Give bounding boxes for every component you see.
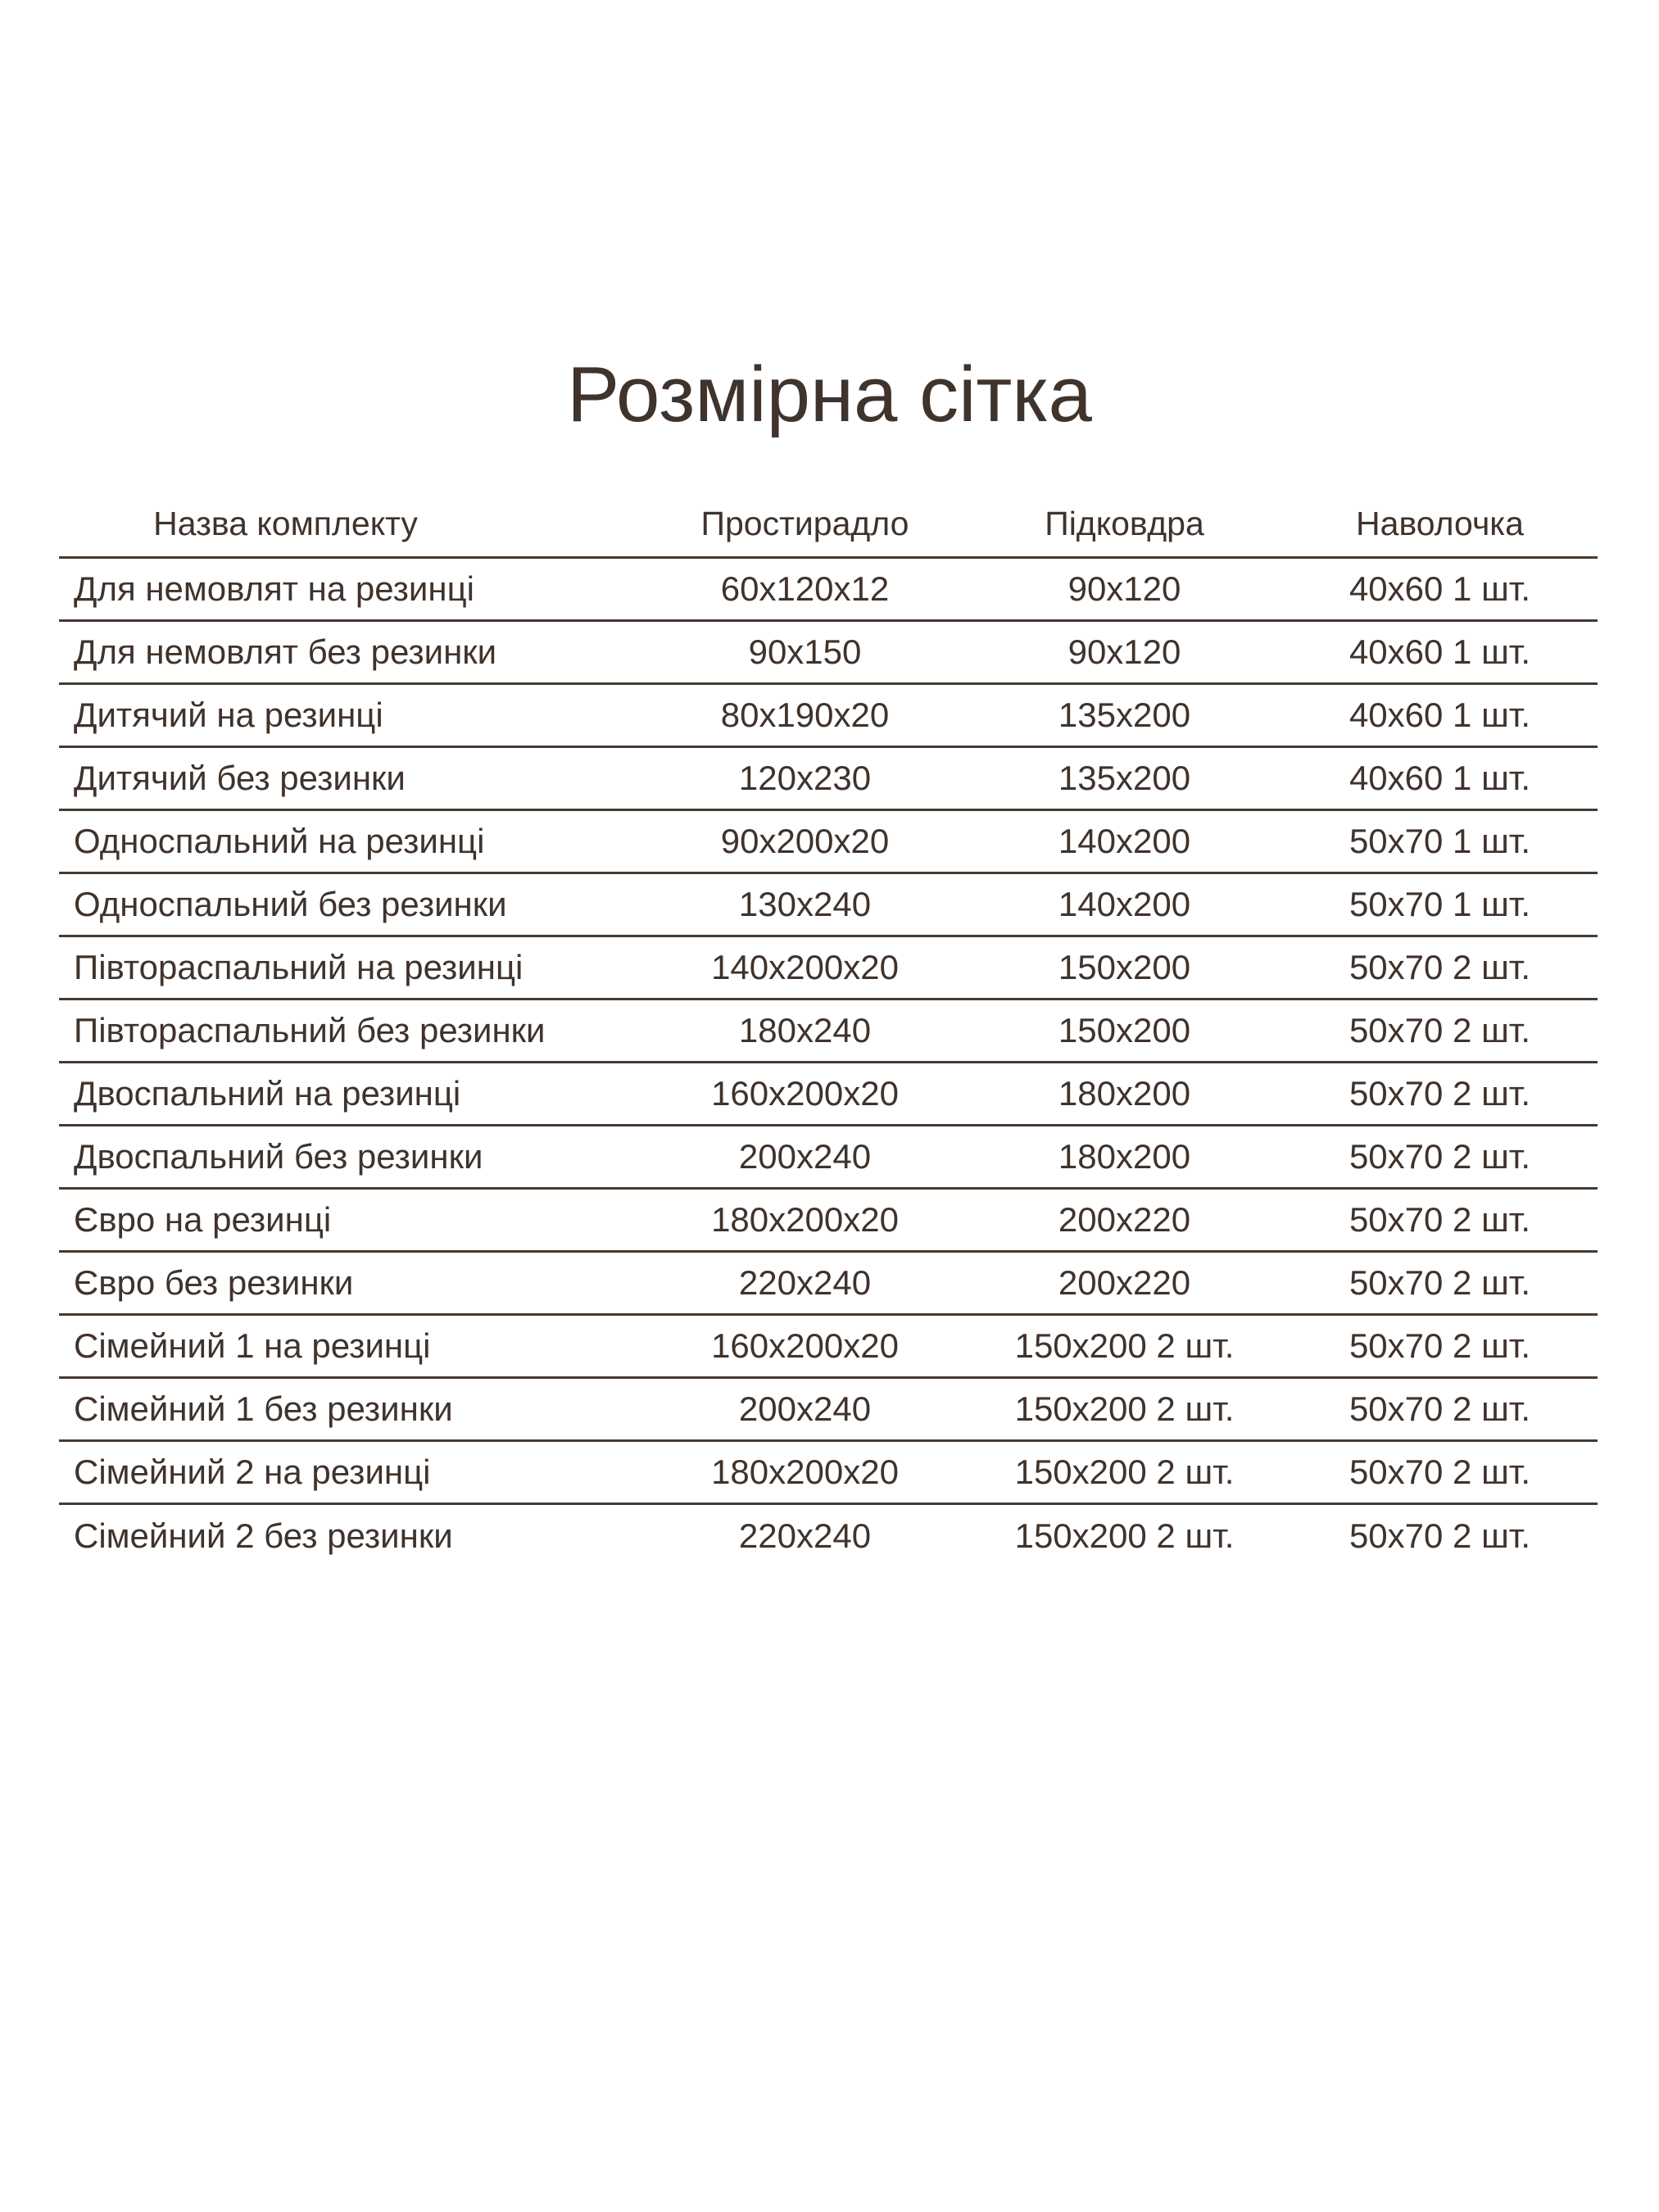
column-header-pillowcase: Наволочка (1356, 504, 1524, 542)
cell-pillowcase: 50х70 2 шт. (1349, 1010, 1531, 1049)
table-row (59, 1190, 1598, 1253)
table-row (59, 937, 1598, 1000)
cell-set-name: Півтораспальний на резинці (74, 947, 524, 986)
column-header-sheet: Простирадло (700, 504, 909, 542)
table-row (59, 1442, 1598, 1505)
cell-duvet-cover: 90х120 (1067, 569, 1181, 608)
cell-set-name: Односпальний без резинки (74, 884, 507, 923)
table-row (59, 559, 1598, 622)
size-table-rows (59, 559, 1598, 1568)
cell-pillowcase: 50х70 2 шт. (1349, 947, 1531, 986)
cell-set-name: Півтораспальний без резинки (74, 1010, 546, 1049)
cell-set-name: Двоспальний на резинці (74, 1073, 461, 1113)
cell-pillowcase: 40х60 1 шт. (1349, 632, 1531, 671)
cell-set-name: Двоспальний без резинки (74, 1136, 483, 1176)
cell-sheet: 90х200х20 (720, 821, 890, 860)
cell-set-name: Сімейний 2 без резинки (74, 1516, 453, 1556)
cell-set-name: Односпальний на резинці (74, 821, 485, 860)
cell-sheet: 60х120х12 (720, 569, 890, 608)
cell-duvet-cover: 135х200 (1058, 695, 1191, 734)
table-row (59, 1505, 1598, 1568)
cell-sheet: 80х190х20 (720, 695, 890, 734)
cell-sheet: 200х240 (738, 1136, 872, 1176)
cell-sheet: 130х240 (738, 884, 872, 923)
cell-sheet: 90х150 (748, 632, 862, 671)
cell-set-name: Сімейний 1 без резинки (74, 1389, 453, 1428)
cell-duvet-cover: 135х200 (1058, 758, 1191, 797)
cell-pillowcase: 50х70 1 шт. (1349, 821, 1531, 860)
cell-duvet-cover: 150х200 2 шт. (1014, 1516, 1235, 1556)
table-row (59, 1000, 1598, 1063)
cell-duvet-cover: 140х200 (1058, 821, 1191, 860)
cell-duvet-cover: 150х200 2 шт. (1014, 1452, 1235, 1491)
table-row (59, 811, 1598, 874)
cell-duvet-cover: 90х120 (1067, 632, 1181, 671)
cell-pillowcase: 40х60 1 шт. (1349, 758, 1531, 797)
table-row (59, 1063, 1598, 1126)
table-row (59, 1126, 1598, 1190)
cell-pillowcase: 50х70 2 шт. (1349, 1326, 1531, 1365)
cell-sheet: 220х240 (738, 1516, 872, 1556)
cell-set-name: Євро на резинці (74, 1199, 332, 1239)
cell-pillowcase: 50х70 2 шт. (1349, 1136, 1531, 1176)
cell-duvet-cover: 140х200 (1058, 884, 1191, 923)
cell-sheet: 140х200х20 (711, 947, 899, 986)
cell-pillowcase: 50х70 2 шт. (1349, 1199, 1531, 1239)
cell-set-name: Для немовлят без резинки (74, 632, 497, 671)
cell-set-name: Сімейний 1 на резинці (74, 1326, 431, 1365)
table-row (59, 1379, 1598, 1442)
cell-set-name: Дитячий без резинки (74, 758, 406, 797)
table-row (59, 874, 1598, 937)
cell-duvet-cover: 180х200 (1058, 1136, 1191, 1176)
cell-set-name: Євро без резинки (74, 1262, 354, 1302)
cell-pillowcase: 50х70 2 шт. (1349, 1073, 1531, 1113)
cell-pillowcase: 50х70 2 шт. (1349, 1452, 1531, 1491)
cell-duvet-cover: 150х200 (1058, 947, 1191, 986)
cell-pillowcase: 50х70 2 шт. (1349, 1516, 1531, 1556)
cell-duvet-cover: 150х200 (1058, 1010, 1191, 1049)
cell-duvet-cover: 180х200 (1058, 1073, 1191, 1113)
table-row (59, 1316, 1598, 1379)
table-header-row (59, 492, 1598, 559)
cell-sheet: 160х200х20 (711, 1326, 899, 1365)
cell-sheet: 160х200х20 (711, 1073, 899, 1113)
table-row (59, 685, 1598, 748)
cell-sheet: 180х200х20 (711, 1199, 899, 1239)
page-title: Розмірна сітка (567, 351, 1092, 438)
cell-sheet: 180х240 (738, 1010, 872, 1049)
cell-duvet-cover: 200х220 (1058, 1262, 1191, 1302)
cell-sheet: 180х200х20 (711, 1452, 899, 1491)
size-table (59, 492, 1598, 1568)
cell-pillowcase: 50х70 1 шт. (1349, 884, 1531, 923)
cell-set-name: Для немовлят на резинці (74, 569, 474, 608)
cell-duvet-cover: 150х200 2 шт. (1014, 1389, 1235, 1428)
cell-sheet: 200х240 (738, 1389, 872, 1428)
column-header-set-name: Назва комплекту (153, 504, 418, 542)
cell-duvet-cover: 200х220 (1058, 1199, 1191, 1239)
table-row (59, 1253, 1598, 1316)
cell-pillowcase: 40х60 1 шт. (1349, 695, 1531, 734)
cell-duvet-cover: 150х200 2 шт. (1014, 1326, 1235, 1365)
column-header-duvet-cover: Підковдра (1045, 504, 1204, 542)
cell-pillowcase: 40х60 1 шт. (1349, 569, 1531, 608)
table-row (59, 622, 1598, 685)
cell-sheet: 220х240 (738, 1262, 872, 1302)
table-row (59, 748, 1598, 811)
cell-pillowcase: 50х70 2 шт. (1349, 1262, 1531, 1302)
cell-set-name: Сімейний 2 на резинці (74, 1452, 431, 1491)
cell-sheet: 120х230 (738, 758, 872, 797)
cell-pillowcase: 50х70 2 шт. (1349, 1389, 1531, 1428)
cell-set-name: Дитячий на резинці (74, 695, 383, 734)
